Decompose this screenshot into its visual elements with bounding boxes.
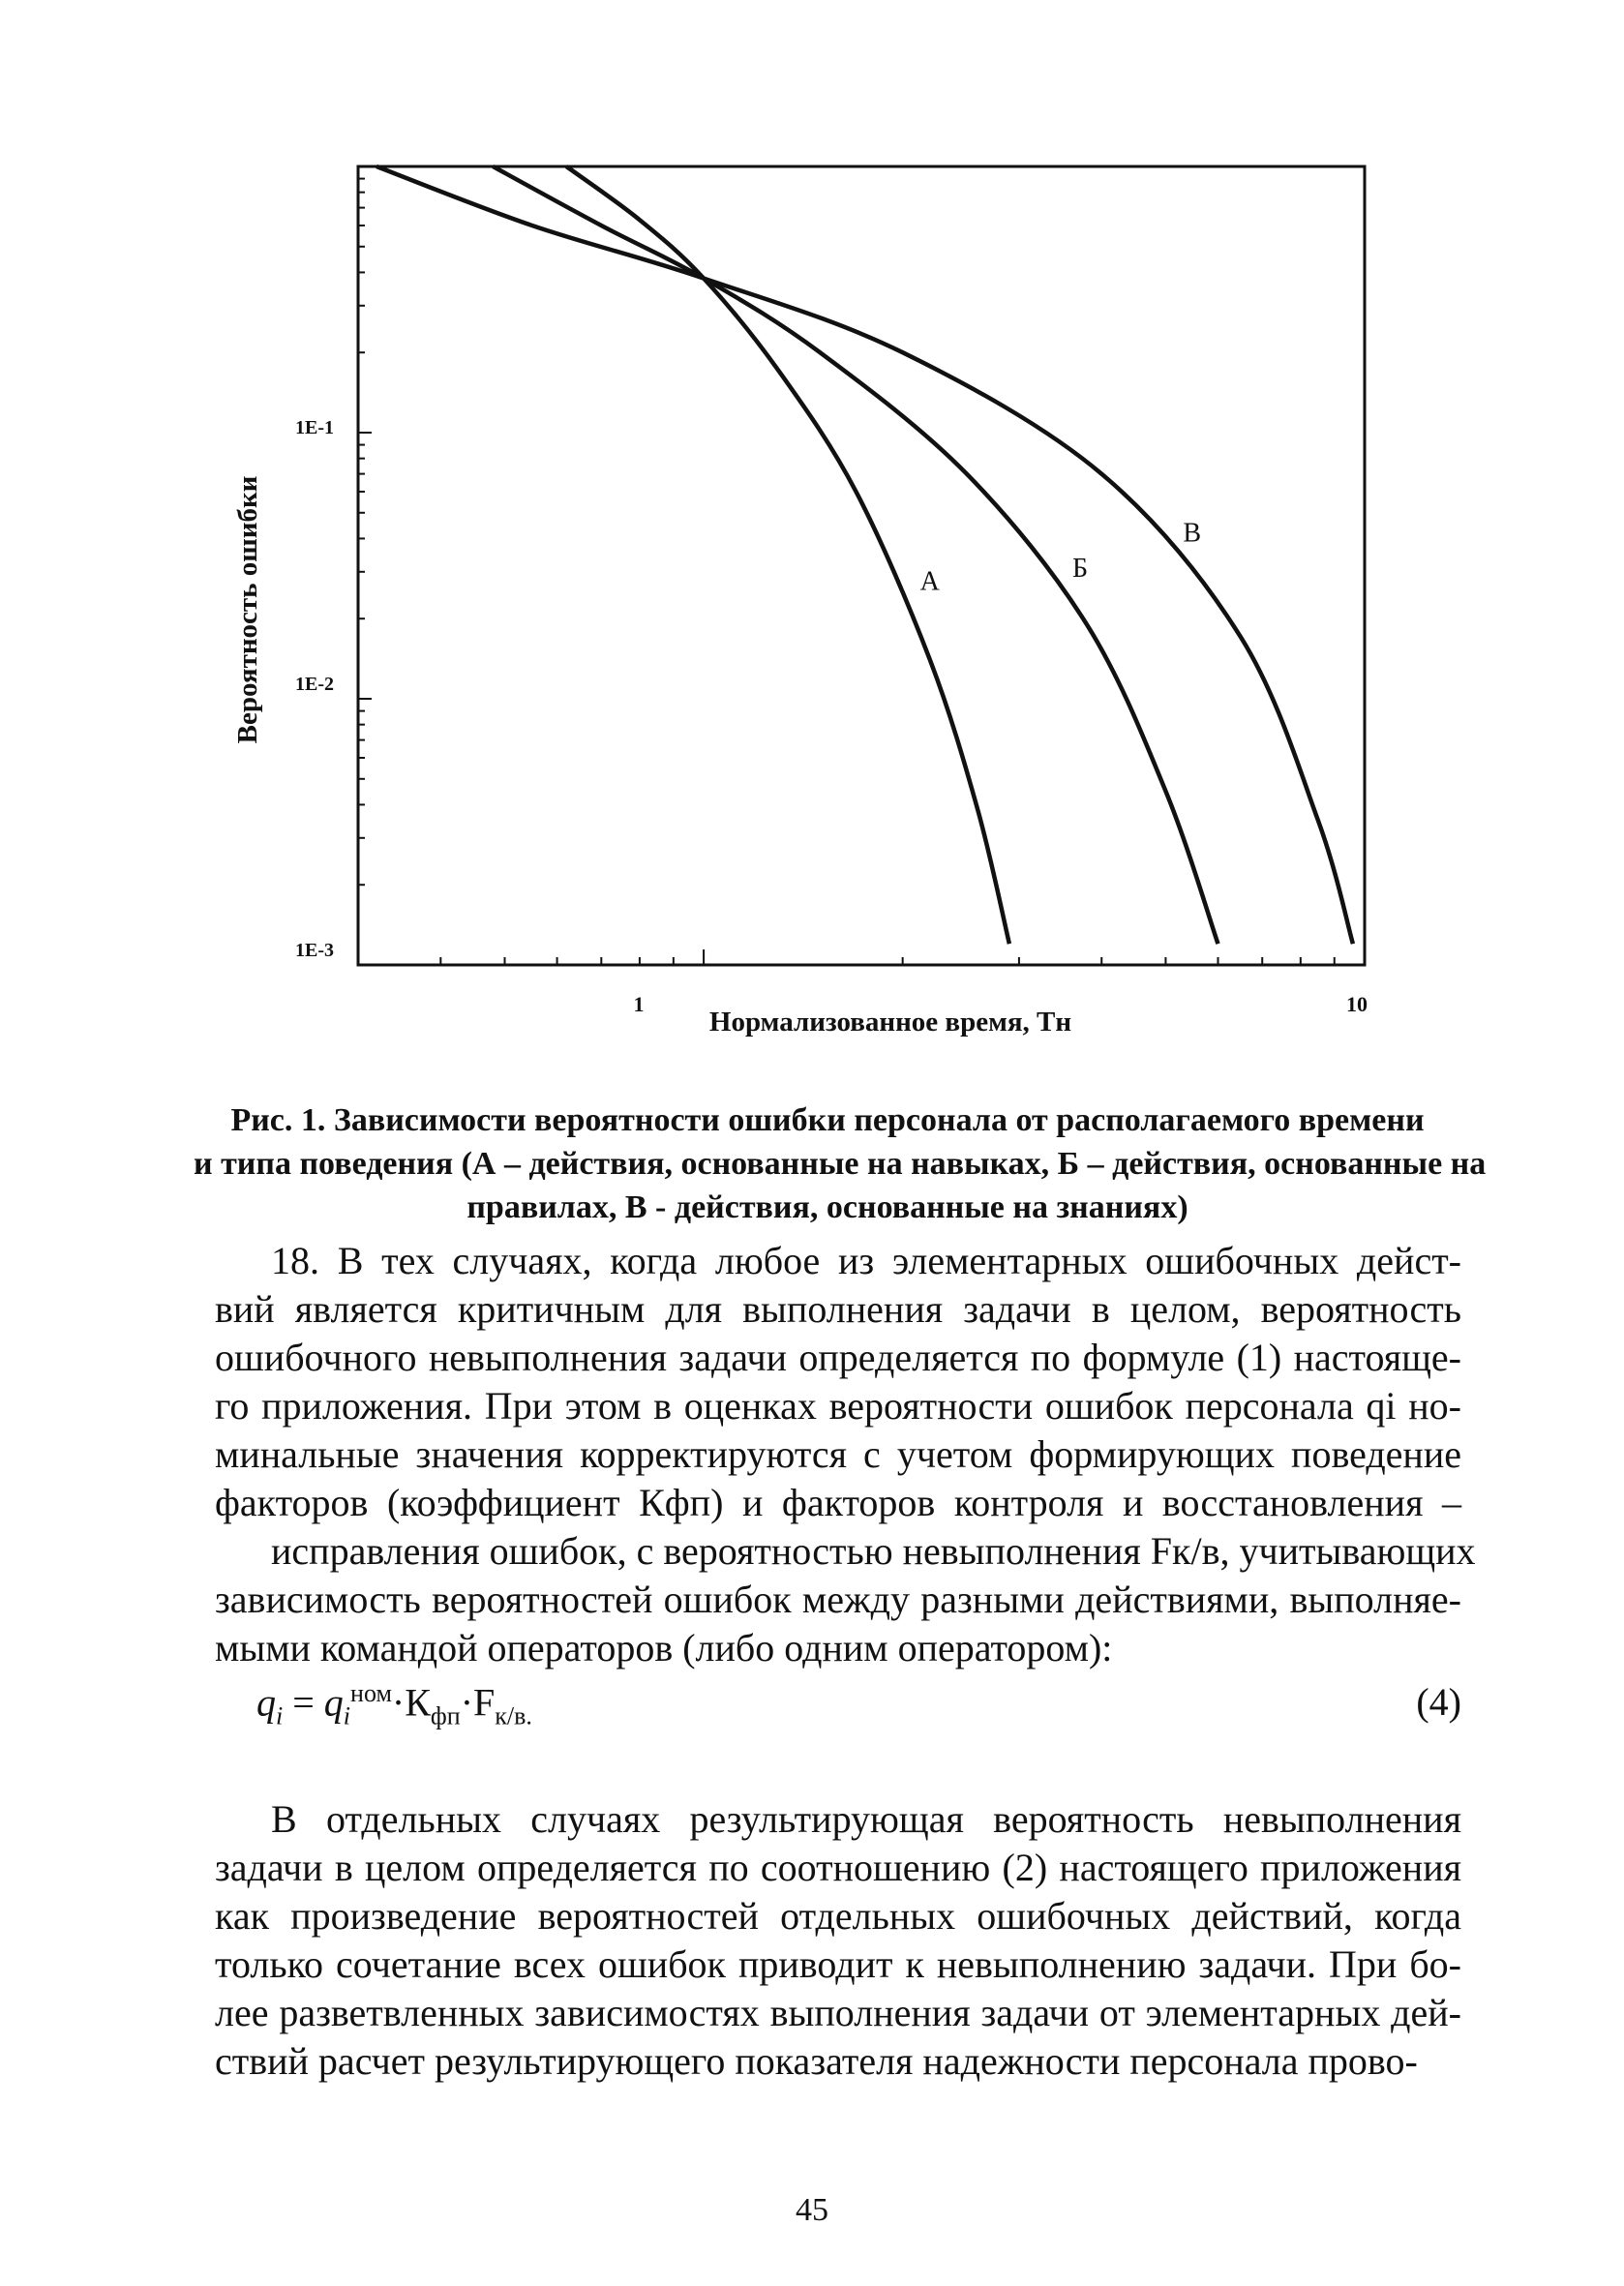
x-tick-label-10: 10 xyxy=(1346,992,1368,1016)
error-probability-chart xyxy=(213,145,1413,1065)
text-line: лее разветвленных зависимостях выполнения задачи от элементарных дей- xyxy=(215,1991,1461,2034)
paragraph-2 xyxy=(215,1795,1461,2086)
series-label-2: Б xyxy=(1072,553,1089,584)
x-axis-label: Нормализованное время, Тн xyxy=(708,1007,1072,1038)
x-tick-label-1: 1 xyxy=(633,992,645,1016)
caption-line: Рис. 1. Зависимости вероятности ошибки персонала от располагаемого времени xyxy=(230,1102,1425,1138)
series-line-3 xyxy=(376,166,1353,944)
formula-number: (4) xyxy=(1416,1680,1461,1724)
paragraph-18 xyxy=(215,1237,1476,1672)
plot-frame xyxy=(358,166,1365,965)
text-line: зависимость вероятностей ошибок между разными действиями, выполняе- xyxy=(215,1578,1461,1621)
series-line-1 xyxy=(566,166,1009,944)
text-line: исправления ошибок, с вероятностью невыполнения Fк/в, учитывающих xyxy=(271,1529,1476,1573)
text-line: задачи в целом определяется по соотношению (2) настоящего приложения xyxy=(215,1846,1461,1889)
text-line: В отдельных случаях результирующая вероятность невыполнения xyxy=(271,1797,1461,1841)
text-line: го приложения. При этом в оценках вероятности ошибок персонала qi но- xyxy=(215,1384,1461,1428)
series-label-1: А xyxy=(919,566,940,597)
formula-4 xyxy=(256,1679,1461,1737)
y-tick-label-1e-2: 1E-2 xyxy=(295,674,334,695)
text-line: только сочетание всех ошибок приводит к невыполнению задачи. При бо- xyxy=(215,1942,1461,1986)
page-number: 45 xyxy=(796,2192,828,2228)
caption-line: правилах, В - действия, основанные на знаниях) xyxy=(466,1189,1188,1225)
y-axis-label: Вероятность ошибки xyxy=(232,475,263,744)
text-line: ошибочного невыполнения задачи определяется по формуле (1) настояще- xyxy=(215,1336,1461,1379)
y-tick-label-1e-1: 1E-1 xyxy=(295,417,334,438)
axis-ticks xyxy=(358,179,1365,965)
text-line: вий является критичным для выполнения задачи в целом, вероятность xyxy=(215,1287,1461,1331)
text-line: мыми командой операторов (либо одним оператором): xyxy=(215,1626,1113,1669)
y-tick-label-1e-3: 1E-3 xyxy=(295,940,334,961)
text-line: 18. В тех случаях, когда любое из элементарных ошибочных дейст- xyxy=(271,1239,1461,1282)
caption-line: и типа поведения (А – действия, основанные на навыках, Б – действия, основанные на xyxy=(194,1146,1487,1182)
figure-caption xyxy=(194,1098,1487,1229)
text-line: ствий расчет результирующего показателя надежности персонала прово- xyxy=(215,2039,1418,2083)
text-line: факторов (коэффициент Кфп) и факторов контроля и восстановления – xyxy=(215,1481,1461,1524)
text-line: как произведение вероятностей отдельных ошибочных действий, когда xyxy=(215,1894,1461,1938)
formula-expression: $q_i = q_i^{ном}\cdot К_{фп}\cdot F_{к/в.}$ xyxy=(256,1679,532,1730)
series-label-3: В xyxy=(1183,518,1202,549)
series-lines xyxy=(376,166,1353,944)
text-line: минальные значения корректируются с учетом формирующих поведение xyxy=(215,1432,1461,1476)
series-line-2 xyxy=(493,166,1218,944)
